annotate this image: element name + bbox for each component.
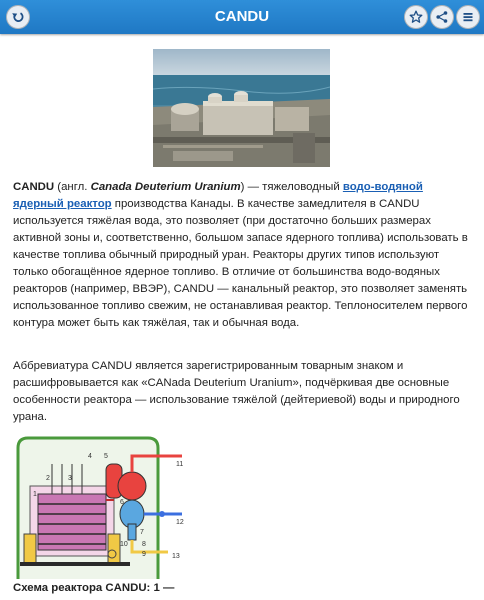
schema-label-1: 1 [33, 491, 37, 498]
star-icon [409, 10, 423, 24]
page-title: CANDU [214, 8, 270, 25]
share-icon [435, 10, 449, 24]
schema-label-8: 8 [142, 541, 146, 548]
favorite-button[interactable] [404, 5, 428, 29]
schema-label-5: 5 [104, 453, 108, 460]
intro-mid: ) — тяжеловодный [240, 181, 343, 193]
article-content [0, 34, 484, 600]
schema-label-13: 13 [172, 553, 180, 560]
reactor-schema-diagram [12, 434, 192, 579]
abbreviation-paragraph: Аббревиатура CANDU является зарегистрированным товарным знаком и расшифровывается как «CANada Deuterium Uranium», подчёркивая две основные особенности реактора — использование тяжёлой (дейтериевой) воды и природного урана. [13, 360, 460, 423]
top-app-bar [0, 0, 484, 34]
plant-photo [153, 49, 330, 167]
schema-label-10: 10 [120, 541, 128, 548]
intro-paragraph [13, 179, 471, 332]
schema-label-6: 6 [120, 499, 124, 506]
schema-label-7: 7 [140, 529, 144, 536]
link-water-reactor[interactable]: водо-водяной ядерный реактор [13, 181, 423, 210]
term-candu: CANDU [13, 181, 55, 193]
share-button[interactable] [430, 5, 454, 29]
intro-lead: (англ. [54, 181, 91, 193]
schema-label-3: 3 [68, 475, 72, 482]
schema-label-4: 4 [88, 453, 92, 460]
schema-caption: Схема реактора CANDU: 1 — [13, 582, 175, 594]
schema-label-2: 2 [46, 475, 50, 482]
intro-rest: производства Канады. В качестве замедлителя в CANDU используется тяжёлая вода, это позволяет (при достаточно больших размерах активной зоны и, соответственно, большом запасе ядерного топлива) использовать в качестве топлива обычный природный уран. Реакторы других типов используют только обогащённое ядерное топливо. В отличие от большинства водо-водяных реакторов (например, ВВЭР), CANDU — канальный реактор, это позволяет заменять использованное топливо свежим, не останавливая реактор. Теплоносителем первого контура может быть как тяжёлая, так и обычная вода. [13, 198, 468, 329]
schema-label-11: 11 [176, 461, 184, 468]
schema-label-12: 12 [176, 519, 184, 526]
schema-label-9: 9 [142, 551, 146, 558]
menu-button[interactable] [456, 5, 480, 29]
english-name: Canada Deuterium Uranium [90, 181, 241, 193]
menu-icon [461, 10, 475, 24]
